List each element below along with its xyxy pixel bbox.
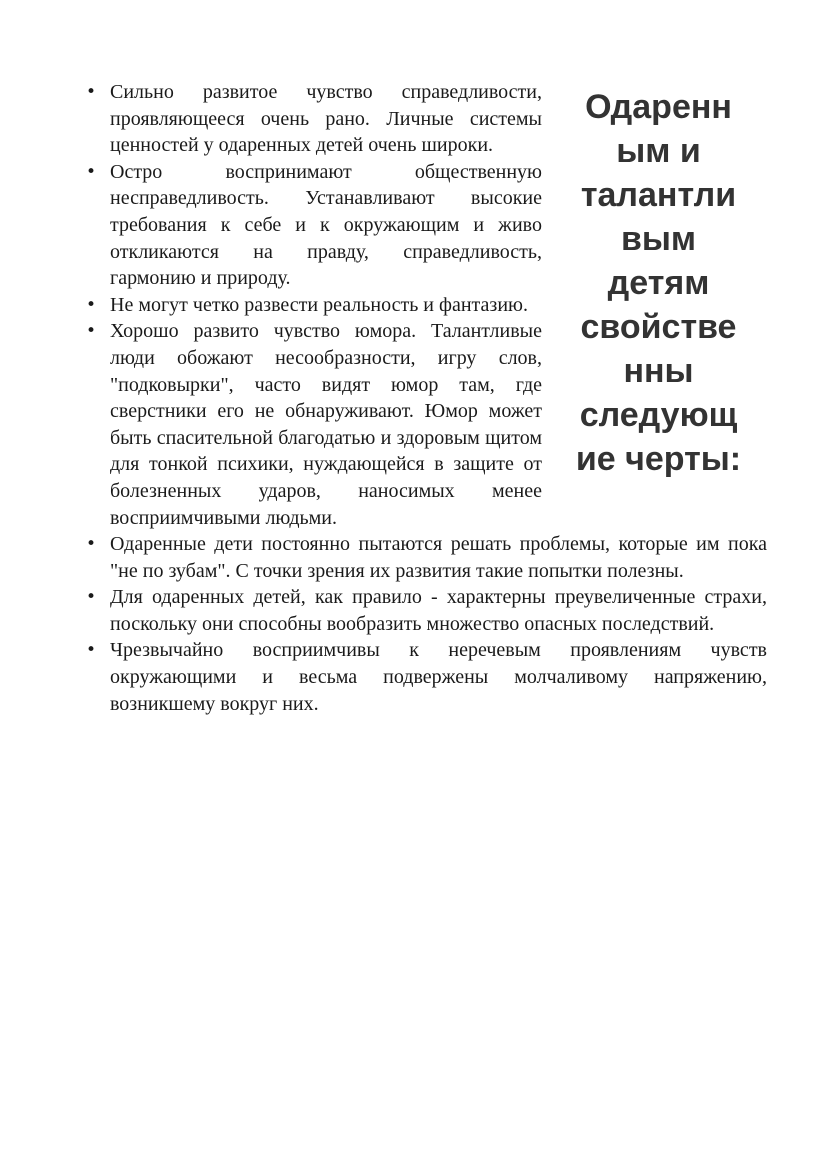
- heading-line: ие черты:: [575, 440, 742, 478]
- list-item: • Остро воспринимают общественную несправедливость. Устанавливают высокие требования к себе и к окружающим и живо откликаются на правду, справедливость, гармонию и природу.: [110, 159, 767, 292]
- list-item: • Сильно развитое чувство справедливости, проявляющееся очень рано. Личные системы ценностей у одаренных детей очень широки.: [110, 79, 767, 159]
- heading-line: свойстве: [580, 308, 737, 346]
- list-item: • Не могут четко развести реальность и фантазию.: [110, 292, 767, 319]
- list-item: • Чрезвычайно восприимчивы к неречевым проявлениям чувств окружающими и весьма подвержены молчаливому напряжению, возникшему вокруг них.: [110, 637, 767, 717]
- heading-line: талантли: [580, 176, 737, 214]
- document-page: [110, 79, 767, 717]
- list-item: • Одаренные дети постоянно пытаются решать проблемы, которые им пока "не по зубам". С точки зрения их развития такие попытки полезны.: [110, 531, 767, 584]
- heading-line: вым: [620, 220, 697, 258]
- list-item: • Хорошо развито чувство юмора. Талантливые люди обожают несообразности, игру слов, "подковырки", часто видят юмор там, где сверстники его не обнаруживают. Юмор может быть спасительной благодатью и здоровым щитом для тонкой психики, нуждающейся в защите от болезненных ударов, наносимых менее восприимчивыми людьми.: [110, 318, 767, 531]
- heading-line: ым и: [616, 132, 701, 170]
- heading-line: нны: [623, 352, 694, 390]
- traits-list: [110, 79, 767, 717]
- heading-line: Одаренн: [585, 88, 732, 126]
- heading-line: следующ: [579, 396, 738, 434]
- list-item: • Для одаренных детей, как правило - характерны преувеличенные страхи, поскольку они способны вообразить множество опасных последствий.: [110, 584, 767, 637]
- heading-line: детям: [607, 264, 710, 302]
